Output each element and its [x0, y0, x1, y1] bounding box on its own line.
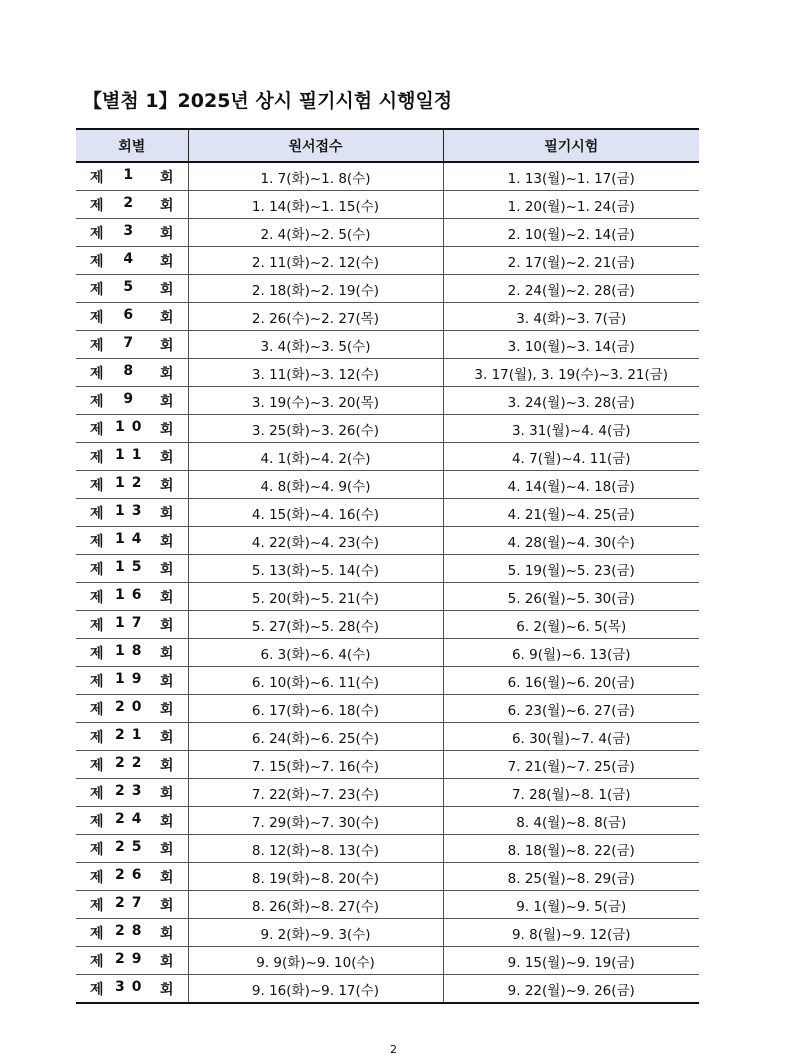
round-number: 9: [123, 390, 141, 407]
round-cell: [76, 162, 188, 191]
table-row: [76, 723, 699, 751]
round-number: 11: [115, 446, 149, 463]
exam-period: 9. 1(월)~9. 5(금): [443, 891, 699, 919]
exam-period: 5. 26(월)~5. 30(금): [443, 583, 699, 611]
round-label: [76, 671, 188, 691]
round-suffix: 회: [159, 701, 174, 718]
exam-period: 6. 30(월)~7. 4(금): [443, 723, 699, 751]
exam-period: 9. 22(월)~9. 26(금): [443, 975, 699, 1004]
exam-period: 3. 17(월), 3. 19(수)~3. 21(금): [443, 359, 699, 387]
round-suffix: 회: [159, 393, 174, 410]
round-label: [76, 587, 188, 607]
round-suffix: 회: [159, 505, 174, 522]
round-suffix: 회: [159, 337, 174, 354]
round-number: 13: [115, 502, 149, 519]
exam-period: 8. 18(월)~8. 22(금): [443, 835, 699, 863]
round-suffix: 회: [159, 169, 174, 186]
round-number: 24: [115, 810, 149, 827]
round-prefix: 제: [90, 701, 104, 718]
application-period: 7. 29(화)~7. 30(수): [188, 807, 443, 835]
round-label: [76, 951, 188, 971]
round-suffix: 회: [159, 757, 174, 774]
round-cell: [76, 723, 188, 751]
round-prefix: 제: [90, 729, 104, 746]
round-cell: [76, 527, 188, 555]
table-row: [76, 191, 699, 219]
round-prefix: 제: [90, 337, 104, 354]
round-prefix: 제: [90, 533, 104, 550]
round-suffix: 회: [159, 953, 174, 970]
round-label: [76, 839, 188, 859]
round-label: [76, 615, 188, 635]
application-period: 3. 11(화)~3. 12(수): [188, 359, 443, 387]
round-suffix: 회: [159, 533, 174, 550]
table-row: [76, 331, 699, 359]
exam-period: 2. 24(월)~2. 28(금): [443, 275, 699, 303]
round-prefix: 제: [90, 589, 104, 606]
round-number: 14: [115, 530, 149, 547]
round-label: [76, 419, 188, 439]
exam-period: 6. 23(월)~6. 27(금): [443, 695, 699, 723]
round-label: [76, 195, 188, 215]
round-number: 29: [115, 950, 149, 967]
round-number: 21: [115, 726, 149, 743]
table-row: [76, 611, 699, 639]
round-cell: [76, 891, 188, 919]
round-cell: [76, 583, 188, 611]
round-number: 5: [123, 278, 141, 295]
round-number: 2: [123, 194, 141, 211]
table-row: [76, 471, 699, 499]
exam-period: 3. 10(월)~3. 14(금): [443, 331, 699, 359]
round-prefix: 제: [90, 841, 104, 858]
round-label: [76, 335, 188, 355]
round-cell: [76, 555, 188, 583]
round-label: [76, 811, 188, 831]
round-prefix: 제: [90, 897, 104, 914]
round-suffix: 회: [159, 617, 174, 634]
round-cell: [76, 975, 188, 1004]
application-period: 4. 1(화)~4. 2(수): [188, 443, 443, 471]
round-prefix: 제: [90, 953, 104, 970]
round-label: [76, 447, 188, 467]
exam-period: 6. 16(월)~6. 20(금): [443, 667, 699, 695]
round-prefix: 제: [90, 869, 104, 886]
exam-period: 4. 21(월)~4. 25(금): [443, 499, 699, 527]
table-row: [76, 695, 699, 723]
application-period: 5. 27(화)~5. 28(수): [188, 611, 443, 639]
round-prefix: 제: [90, 421, 104, 438]
round-label: [76, 279, 188, 299]
round-label: [76, 895, 188, 915]
round-label: [76, 979, 188, 999]
table-header-row: [76, 129, 699, 162]
table-row: [76, 807, 699, 835]
round-suffix: 회: [159, 869, 174, 886]
round-cell: [76, 191, 188, 219]
round-suffix: 회: [159, 281, 174, 298]
round-label: [76, 503, 188, 523]
application-period: 4. 22(화)~4. 23(수): [188, 527, 443, 555]
round-suffix: 회: [159, 841, 174, 858]
exam-period: 6. 9(월)~6. 13(금): [443, 639, 699, 667]
round-prefix: 제: [90, 617, 104, 634]
round-label: [76, 167, 188, 187]
application-period: 3. 19(수)~3. 20(목): [188, 387, 443, 415]
table-row: [76, 247, 699, 275]
round-cell: [76, 863, 188, 891]
round-number: 19: [115, 670, 149, 687]
round-prefix: 제: [90, 561, 104, 578]
table-row: [76, 947, 699, 975]
application-period: 9. 9(화)~9. 10(수): [188, 947, 443, 975]
round-suffix: 회: [159, 925, 174, 942]
application-period: 2. 11(화)~2. 12(수): [188, 247, 443, 275]
round-cell: [76, 639, 188, 667]
exam-period: 1. 20(월)~1. 24(금): [443, 191, 699, 219]
application-period: 4. 15(화)~4. 16(수): [188, 499, 443, 527]
exam-period: 8. 25(월)~8. 29(금): [443, 863, 699, 891]
round-cell: [76, 667, 188, 695]
table-row: [76, 387, 699, 415]
round-cell: [76, 359, 188, 387]
round-prefix: 제: [90, 673, 104, 690]
table-row: [76, 499, 699, 527]
round-prefix: 제: [90, 981, 104, 998]
application-period: 1. 7(화)~1. 8(수): [188, 162, 443, 191]
round-prefix: 제: [90, 365, 104, 382]
schedule-table: [76, 128, 699, 1004]
round-prefix: 제: [90, 197, 104, 214]
round-cell: [76, 835, 188, 863]
header-exam: 필기시험: [443, 129, 699, 162]
round-suffix: 회: [159, 981, 174, 998]
table-row: [76, 443, 699, 471]
round-cell: [76, 219, 188, 247]
exam-period: 8. 4(월)~8. 8(금): [443, 807, 699, 835]
application-period: 7. 15(화)~7. 16(수): [188, 751, 443, 779]
round-label: [76, 755, 188, 775]
table-row: [76, 219, 699, 247]
table-row: [76, 667, 699, 695]
application-period: 5. 20(화)~5. 21(수): [188, 583, 443, 611]
exam-period: 3. 24(월)~3. 28(금): [443, 387, 699, 415]
exam-period: 6. 2(월)~6. 5(목): [443, 611, 699, 639]
round-prefix: 제: [90, 785, 104, 802]
round-prefix: 제: [90, 225, 104, 242]
round-number: 3: [123, 222, 141, 239]
round-suffix: 회: [159, 589, 174, 606]
round-number: 20: [115, 698, 149, 715]
round-prefix: 제: [90, 281, 104, 298]
page-number: 2: [390, 1043, 397, 1056]
schedule-body: [76, 162, 699, 1003]
round-cell: [76, 415, 188, 443]
exam-period: 4. 28(월)~4. 30(수): [443, 527, 699, 555]
round-suffix: 회: [159, 561, 174, 578]
table-row: [76, 863, 699, 891]
round-label: [76, 223, 188, 243]
round-label: [76, 475, 188, 495]
round-suffix: 회: [159, 365, 174, 382]
round-label: [76, 699, 188, 719]
application-period: 7. 22(화)~7. 23(수): [188, 779, 443, 807]
round-cell: [76, 919, 188, 947]
document-title: 【별첨 1】2025년 상시 필기시험 시행일정: [83, 90, 453, 112]
round-number: 6: [123, 306, 141, 323]
application-period: 8. 19(화)~8. 20(수): [188, 863, 443, 891]
application-period: 9. 2(화)~9. 3(수): [188, 919, 443, 947]
header-application: 원서접수: [188, 129, 443, 162]
round-prefix: 제: [90, 253, 104, 270]
table-row: [76, 162, 699, 191]
round-prefix: 제: [90, 477, 104, 494]
round-suffix: 회: [159, 813, 174, 830]
exam-period: 1. 13(월)~1. 17(금): [443, 162, 699, 191]
table-row: [76, 415, 699, 443]
table-row: [76, 639, 699, 667]
round-number: 26: [115, 866, 149, 883]
application-period: 6. 3(화)~6. 4(수): [188, 639, 443, 667]
exam-period: 2. 10(월)~2. 14(금): [443, 219, 699, 247]
round-number: 16: [115, 586, 149, 603]
table-row: [76, 835, 699, 863]
round-suffix: 회: [159, 729, 174, 746]
application-period: 5. 13(화)~5. 14(수): [188, 555, 443, 583]
exam-period: 7. 21(월)~7. 25(금): [443, 751, 699, 779]
round-suffix: 회: [159, 477, 174, 494]
application-period: 2. 18(화)~2. 19(수): [188, 275, 443, 303]
round-cell: [76, 947, 188, 975]
exam-period: 3. 31(월)~4. 4(금): [443, 415, 699, 443]
header-round: 회별: [76, 129, 188, 162]
round-prefix: 제: [90, 925, 104, 942]
round-prefix: 제: [90, 757, 104, 774]
application-period: 2. 26(수)~2. 27(목): [188, 303, 443, 331]
round-cell: [76, 695, 188, 723]
round-number: 8: [123, 362, 141, 379]
round-label: [76, 923, 188, 943]
round-cell: [76, 331, 188, 359]
round-number: 7: [123, 334, 141, 351]
exam-period: 4. 7(월)~4. 11(금): [443, 443, 699, 471]
application-period: 4. 8(화)~4. 9(수): [188, 471, 443, 499]
round-label: [76, 531, 188, 551]
round-prefix: 제: [90, 645, 104, 662]
round-cell: [76, 779, 188, 807]
application-period: 8. 26(화)~8. 27(수): [188, 891, 443, 919]
table-row: [76, 555, 699, 583]
round-suffix: 회: [159, 309, 174, 326]
round-number: 10: [115, 418, 149, 435]
application-period: 6. 10(화)~6. 11(수): [188, 667, 443, 695]
round-number: 1: [123, 166, 141, 183]
exam-period: 4. 14(월)~4. 18(금): [443, 471, 699, 499]
round-cell: [76, 443, 188, 471]
round-number: 30: [115, 978, 149, 995]
application-period: 2. 4(화)~2. 5(수): [188, 219, 443, 247]
round-cell: [76, 751, 188, 779]
exam-period: 3. 4(화)~3. 7(금): [443, 303, 699, 331]
table-row: [76, 527, 699, 555]
exam-period: 9. 8(월)~9. 12(금): [443, 919, 699, 947]
round-label: [76, 307, 188, 327]
application-period: 8. 12(화)~8. 13(수): [188, 835, 443, 863]
round-cell: [76, 611, 188, 639]
round-label: [76, 251, 188, 271]
table-row: [76, 751, 699, 779]
round-suffix: 회: [159, 645, 174, 662]
round-suffix: 회: [159, 449, 174, 466]
round-prefix: 제: [90, 505, 104, 522]
round-label: [76, 727, 188, 747]
round-cell: [76, 499, 188, 527]
round-prefix: 제: [90, 813, 104, 830]
round-label: [76, 559, 188, 579]
round-label: [76, 363, 188, 383]
round-cell: [76, 303, 188, 331]
round-label: [76, 867, 188, 887]
round-suffix: 회: [159, 253, 174, 270]
round-cell: [76, 471, 188, 499]
round-cell: [76, 275, 188, 303]
round-prefix: 제: [90, 449, 104, 466]
table-row: [76, 275, 699, 303]
table-row: [76, 779, 699, 807]
application-period: 6. 24(화)~6. 25(수): [188, 723, 443, 751]
round-suffix: 회: [159, 225, 174, 242]
table-row: [76, 583, 699, 611]
round-prefix: 제: [90, 309, 104, 326]
round-number: 17: [115, 614, 149, 631]
round-suffix: 회: [159, 673, 174, 690]
exam-period: 5. 19(월)~5. 23(금): [443, 555, 699, 583]
exam-period: 9. 15(월)~9. 19(금): [443, 947, 699, 975]
round-label: [76, 391, 188, 411]
round-number: 4: [123, 250, 141, 267]
application-period: 1. 14(화)~1. 15(수): [188, 191, 443, 219]
round-prefix: 제: [90, 393, 104, 410]
round-number: 18: [115, 642, 149, 659]
round-number: 27: [115, 894, 149, 911]
round-cell: [76, 387, 188, 415]
application-period: 9. 16(화)~9. 17(수): [188, 975, 443, 1004]
table-row: [76, 359, 699, 387]
round-suffix: 회: [159, 197, 174, 214]
application-period: 3. 25(화)~3. 26(수): [188, 415, 443, 443]
round-suffix: 회: [159, 421, 174, 438]
round-number: 28: [115, 922, 149, 939]
round-number: 12: [115, 474, 149, 491]
table-row: [76, 303, 699, 331]
exam-period: 7. 28(월)~8. 1(금): [443, 779, 699, 807]
table-row: [76, 919, 699, 947]
application-period: 6. 17(화)~6. 18(수): [188, 695, 443, 723]
exam-period: 2. 17(월)~2. 21(금): [443, 247, 699, 275]
application-period: 3. 4(화)~3. 5(수): [188, 331, 443, 359]
round-number: 25: [115, 838, 149, 855]
table-row: [76, 891, 699, 919]
round-prefix: 제: [90, 169, 104, 186]
round-label: [76, 783, 188, 803]
round-number: 15: [115, 558, 149, 575]
round-cell: [76, 807, 188, 835]
round-suffix: 회: [159, 785, 174, 802]
table-row: [76, 975, 699, 1004]
round-number: 23: [115, 782, 149, 799]
round-cell: [76, 247, 188, 275]
round-number: 22: [115, 754, 149, 771]
round-suffix: 회: [159, 897, 174, 914]
round-label: [76, 643, 188, 663]
